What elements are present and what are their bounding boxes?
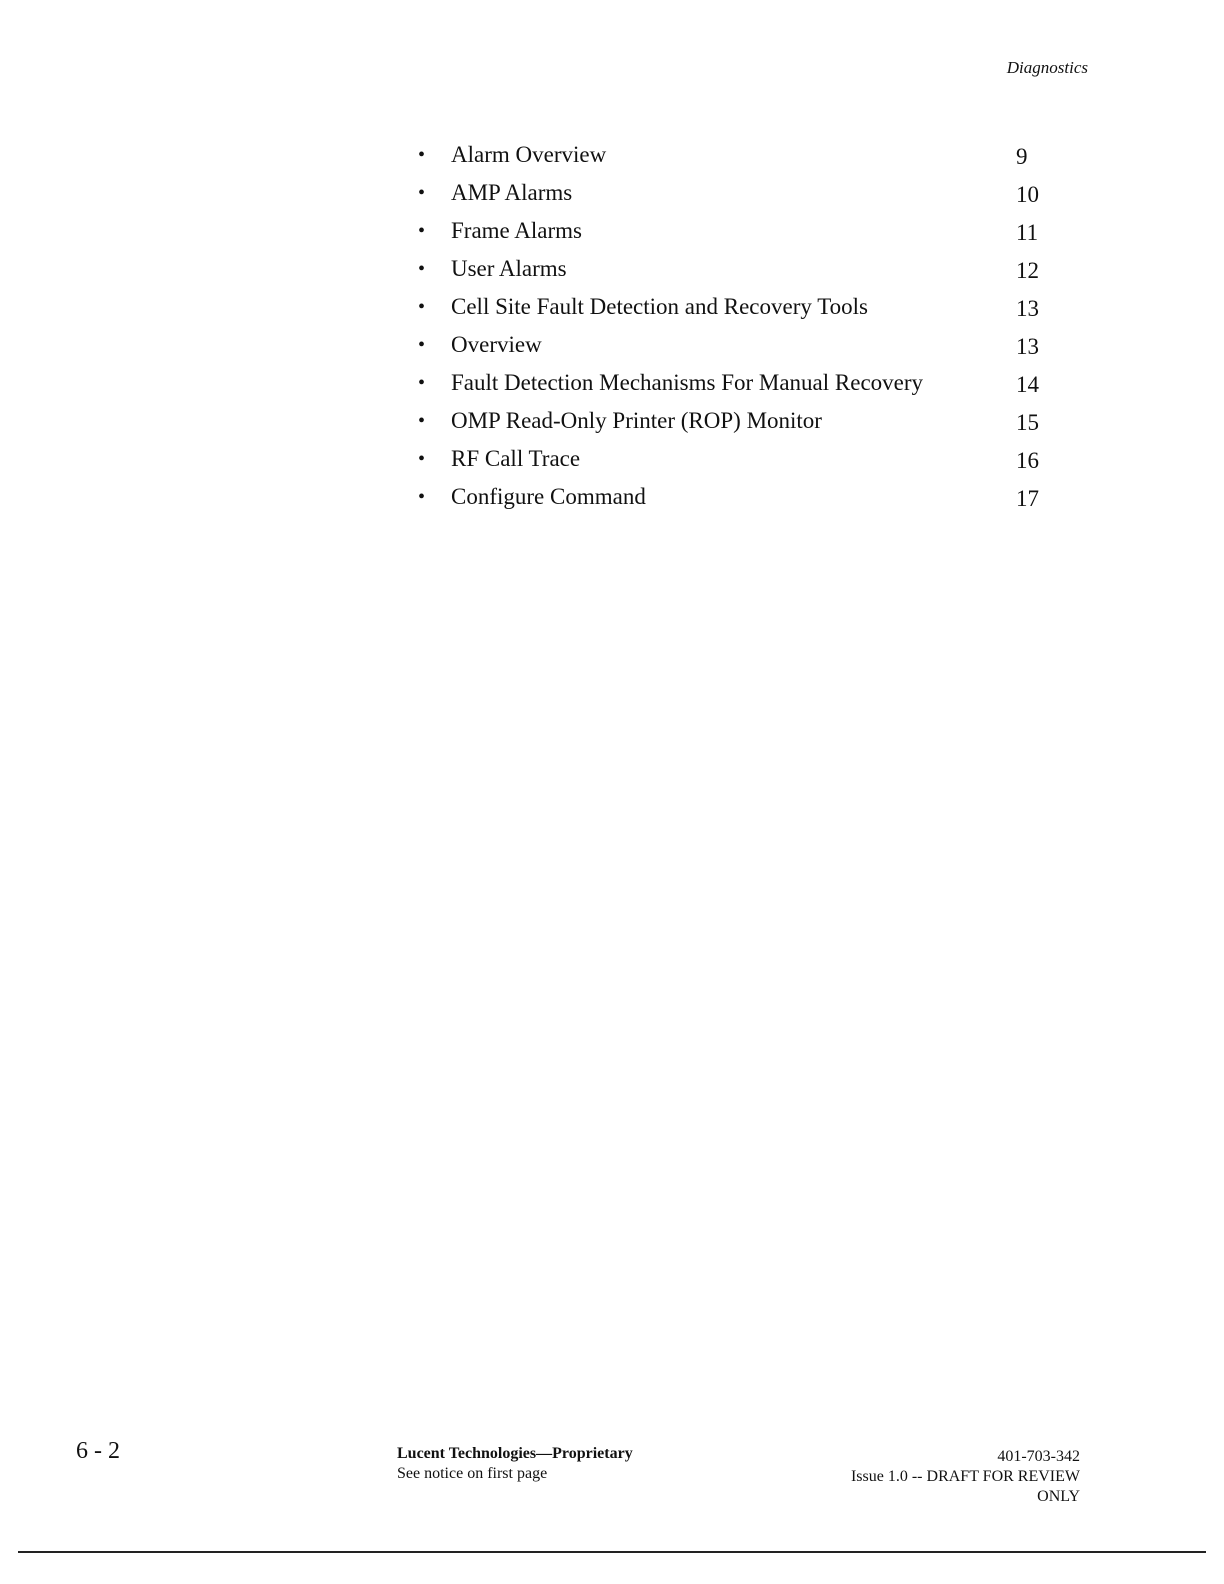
- toc-item-page: 12: [1016, 258, 1039, 283]
- footer-divider: [18, 1551, 1206, 1553]
- bullet-icon: •: [418, 258, 426, 280]
- toc-item-page: 11: [1016, 220, 1039, 245]
- toc-item-page: 15: [1016, 410, 1039, 435]
- toc-item-page: 16: [1016, 448, 1039, 473]
- running-header: Diagnostics: [1006, 58, 1088, 77]
- toc-item-title: User Alarms: [451, 256, 567, 281]
- toc-item: [418, 214, 1048, 252]
- bullet-icon: •: [418, 448, 426, 470]
- toc-item: [418, 480, 1048, 518]
- toc-item-title: RF Call Trace: [451, 446, 581, 471]
- toc-item-title: AMP Alarms: [451, 180, 573, 205]
- toc-item-page: 14: [1016, 372, 1039, 397]
- toc-item-title: Fault Detection Mechanisms For Manual Recovery: [451, 370, 924, 395]
- toc-item-title: Alarm Overview: [451, 142, 607, 167]
- toc-item: [418, 176, 1048, 214]
- toc-item-page: 13: [1016, 334, 1039, 359]
- footer-document-info: [851, 1447, 1080, 1507]
- toc-item-title: Cell Site Fault Detection and Recovery Tools: [451, 294, 868, 319]
- toc-item-title: Configure Command: [451, 484, 646, 509]
- footer-notice: See notice on first page: [397, 1465, 548, 1482]
- toc-item-page: 10: [1016, 182, 1039, 207]
- toc-item: [418, 252, 1048, 290]
- footer-doc-number: 401-703-342: [997, 1448, 1080, 1465]
- bullet-icon: •: [418, 486, 426, 508]
- bullet-icon: •: [418, 372, 426, 394]
- toc-item-title: Frame Alarms: [451, 218, 582, 243]
- toc-item-page: 9: [1016, 144, 1028, 169]
- toc-list: [418, 138, 1048, 518]
- bullet-icon: •: [418, 296, 426, 318]
- toc-item: [418, 328, 1048, 366]
- toc-item: [418, 404, 1048, 442]
- bullet-icon: •: [418, 144, 426, 166]
- bullet-icon: •: [418, 410, 426, 432]
- footer-proprietary-notice: [397, 1444, 633, 1484]
- bullet-icon: •: [418, 220, 426, 242]
- toc-item: [418, 138, 1048, 176]
- toc-item: [418, 442, 1048, 480]
- footer-issue-line: Issue 1.0 -- DRAFT FOR REVIEW: [850, 1468, 1080, 1485]
- toc-item-title: OMP Read-Only Printer (ROP) Monitor: [451, 408, 822, 433]
- footer-company: Lucent Technologies—Proprietary: [397, 1445, 633, 1462]
- toc-item-page: 13: [1016, 296, 1039, 321]
- bullet-icon: •: [418, 182, 426, 204]
- toc-item: [418, 290, 1048, 328]
- footer-page-number: 6 - 2: [76, 1438, 120, 1464]
- footer-issue-line: ONLY: [1037, 1488, 1080, 1505]
- toc-item-title: Overview: [451, 332, 542, 357]
- bullet-icon: •: [418, 334, 426, 356]
- toc-item-page: 17: [1016, 486, 1039, 511]
- toc-item: [418, 366, 1048, 404]
